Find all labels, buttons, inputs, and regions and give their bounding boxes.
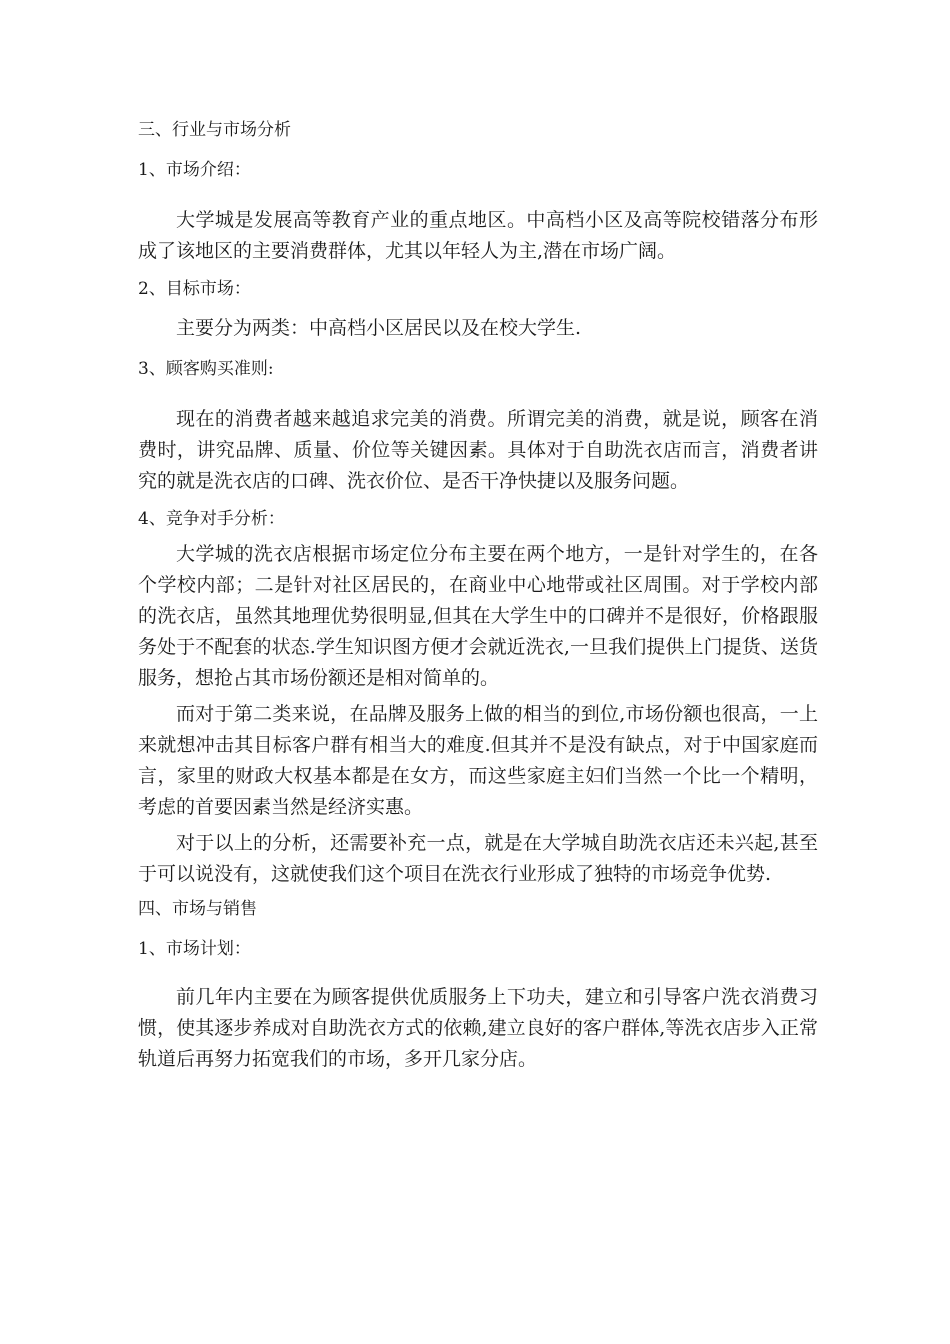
subheading-target-market: 2、目标市场：: [138, 279, 251, 299]
subheading-market-plan: 1、市场计划：: [138, 939, 251, 959]
paragraph-customer-purchase-criteria: 现在的消费者越来越追求完美的消费。所谓完美的消费，就是说，顾客在消费时，讲究品牌、质量、价位等关键因素。具体对于自助洗衣店而言，消费者讲究的就是洗衣店的口碑、洗衣价位、是否干净快捷以及服务问题。: [138, 408, 818, 492]
paragraph-market-introduction: 大学城是发展高等教育产业的重点地区。中高档小区及高等院校错落分布形成了该地区的主要消费群体，尤其以年轻人为主,潜在市场广阔。: [138, 209, 818, 262]
paragraph-competitor-analysis-3: 对于以上的分析，还需要补充一点，就是在大学城自助洗衣店还未兴起,甚至于可以说没有，这就使我们这个项目在洗衣行业形成了独特的市场竞争优势.: [138, 832, 818, 885]
paragraph-target-market: 主要分为两类：中高档小区居民以及在校大学生.: [176, 317, 582, 339]
subheading-market-introduction: 1、市场介绍：: [138, 160, 251, 180]
subheading-customer-purchase-criteria: 3、顾客购买准则:: [138, 359, 274, 379]
paragraph-market-plan: 前几年内主要在为顾客提供优质服务上下功夫，建立和引导客户洗衣消费习惯，使其逐步养成对自助洗衣方式的依赖,建立良好的客户群体,等洗衣店步入正常轨道后再努力拓宽我们的市场，多开几家分店。: [138, 986, 818, 1070]
section-heading-industry-market-analysis: 三、行业与市场分析: [138, 120, 291, 140]
subheading-competitor-analysis: 4、竞争对手分析：: [138, 509, 285, 529]
paragraph-competitor-analysis-2: 而对于第二类来说，在品牌及服务上做的相当的到位,市场份额也很高，一上来就想冲击其目标客户群有相当大的难度.但其并不是没有缺点，对于中国家庭而言，家里的财政大权基本都是在女方，而这些家庭主妇们当然一个比一个精明，考虑的首要因素当然是经济实惠。: [138, 703, 818, 818]
paragraph-competitor-analysis-1: 大学城的洗衣店根据市场定位分布主要在两个地方，一是针对学生的，在各个学校内部；二是针对社区居民的，在商业中心地带或社区周围。对于学校内部的洗衣店，虽然其地理优势很明显,但其在大学生中的口碑并不是很好，价格跟服务处于不配套的状态.学生知识图方便才会就近洗衣,一旦我们提供上门提货、送货服务，想抢占其市场份额还是相对简单的。: [138, 543, 818, 689]
section-heading-market-and-sales: 四、市场与销售: [138, 899, 257, 919]
document-body: [138, 114, 818, 1075]
